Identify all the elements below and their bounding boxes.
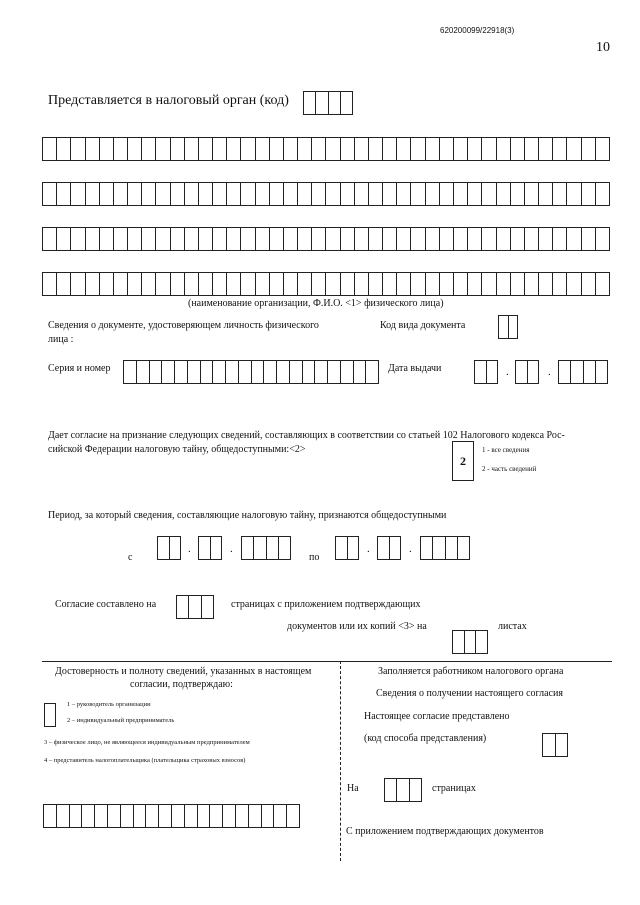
- cell[interactable]: [57, 183, 71, 205]
- cell[interactable]: [553, 183, 567, 205]
- cell[interactable]: [270, 273, 284, 295]
- cell[interactable]: [482, 138, 496, 160]
- signer-code-box[interactable]: [44, 703, 56, 727]
- signer-option-4: 4 – представитель налогоплательщика (плательщика страховых взносов): [44, 757, 246, 764]
- pages-count-cells[interactable]: [176, 595, 214, 619]
- page-number: 10: [596, 40, 610, 55]
- pages-label-1: Согласие составлено на: [55, 599, 157, 610]
- cell[interactable]: [369, 273, 383, 295]
- cell[interactable]: [227, 228, 241, 250]
- method-label: (код способа представления): [364, 733, 487, 744]
- cell[interactable]: [397, 138, 411, 160]
- receipt-pages-cells[interactable]: [384, 778, 422, 802]
- cell[interactable]: [511, 138, 525, 160]
- cell[interactable]: [497, 138, 511, 160]
- cell[interactable]: [213, 183, 227, 205]
- cell[interactable]: [497, 273, 511, 295]
- cell[interactable]: [142, 138, 156, 160]
- cell[interactable]: [284, 273, 298, 295]
- cell[interactable]: [497, 228, 511, 250]
- section-divider: [42, 661, 612, 662]
- cell[interactable]: [264, 361, 277, 383]
- cell[interactable]: [511, 183, 525, 205]
- cell[interactable]: [227, 138, 241, 160]
- cell[interactable]: [525, 183, 539, 205]
- cell[interactable]: [256, 228, 270, 250]
- cell[interactable]: [511, 273, 525, 295]
- cell[interactable]: [525, 228, 539, 250]
- cell[interactable]: [239, 361, 252, 383]
- cell[interactable]: [354, 361, 367, 383]
- cell[interactable]: [100, 138, 114, 160]
- cell[interactable]: [114, 183, 128, 205]
- cell[interactable]: [188, 361, 201, 383]
- cell[interactable]: [454, 228, 468, 250]
- cell[interactable]: [284, 183, 298, 205]
- cell[interactable]: [171, 273, 185, 295]
- cell[interactable]: [71, 273, 85, 295]
- sheets-count-cells[interactable]: [452, 630, 488, 654]
- cell[interactable]: [341, 361, 354, 383]
- cell[interactable]: [369, 228, 383, 250]
- cell[interactable]: [426, 183, 440, 205]
- attached-docs-label: С приложением подтверждающих документов: [346, 826, 544, 837]
- cell[interactable]: [287, 805, 299, 827]
- cell[interactable]: [171, 228, 185, 250]
- cell[interactable]: [199, 183, 213, 205]
- cell[interactable]: [226, 361, 239, 383]
- cell[interactable]: [71, 228, 85, 250]
- date-separator: .: [548, 366, 551, 378]
- cell[interactable]: [57, 138, 71, 160]
- cell[interactable]: [383, 273, 397, 295]
- cell[interactable]: [86, 273, 100, 295]
- cell[interactable]: [326, 228, 340, 250]
- cell[interactable]: [162, 361, 175, 383]
- cell[interactable]: [199, 273, 213, 295]
- tax-authority-label: Представляется в налоговый орган (код): [48, 93, 289, 108]
- cell[interactable]: [582, 138, 596, 160]
- pages-label-3: документов или их копий <3> на: [287, 621, 427, 632]
- cell[interactable]: [227, 273, 241, 295]
- method-code-cells[interactable]: [542, 733, 568, 757]
- cell[interactable]: [596, 228, 609, 250]
- cell[interactable]: [100, 183, 114, 205]
- period-to-label: по: [309, 552, 320, 563]
- cell[interactable]: [341, 183, 355, 205]
- cell[interactable]: [315, 361, 328, 383]
- confirm-title-1: Достоверность и полноту сведений, указанных в настоящем: [55, 666, 312, 677]
- cell[interactable]: [454, 273, 468, 295]
- cell[interactable]: [482, 183, 496, 205]
- cell[interactable]: [70, 805, 83, 827]
- series-number-cells[interactable]: [123, 360, 379, 384]
- cell[interactable]: [426, 273, 440, 295]
- cell[interactable]: [326, 273, 340, 295]
- cell[interactable]: [43, 228, 57, 250]
- tax-officer-title: Заполняется работником налогового органа: [378, 666, 564, 677]
- cell[interactable]: [57, 273, 71, 295]
- cell[interactable]: [252, 361, 265, 383]
- cell[interactable]: [369, 183, 383, 205]
- cell[interactable]: [539, 138, 553, 160]
- cell[interactable]: [185, 273, 199, 295]
- cell[interactable]: [454, 183, 468, 205]
- cell[interactable]: [411, 228, 425, 250]
- cell[interactable]: [241, 273, 255, 295]
- cell[interactable]: [553, 228, 567, 250]
- cell[interactable]: [213, 361, 226, 383]
- series-label: Серия и номер: [48, 363, 111, 374]
- cell[interactable]: [312, 138, 326, 160]
- cell[interactable]: [108, 805, 121, 827]
- cell[interactable]: [468, 273, 482, 295]
- cell[interactable]: [43, 183, 57, 205]
- cell[interactable]: [482, 228, 496, 250]
- cell[interactable]: [582, 228, 596, 250]
- document-code: 620200099/22918(3): [440, 26, 515, 35]
- cell[interactable]: [440, 138, 454, 160]
- cell[interactable]: [213, 138, 227, 160]
- period-from-day[interactable]: [157, 536, 181, 560]
- cell[interactable]: [156, 183, 170, 205]
- cell[interactable]: [440, 273, 454, 295]
- cell[interactable]: [128, 183, 142, 205]
- cell[interactable]: [198, 805, 211, 827]
- cell[interactable]: [411, 273, 425, 295]
- org-name-row-4[interactable]: [42, 272, 610, 296]
- date-separator: .: [506, 366, 509, 378]
- cell[interactable]: [383, 183, 397, 205]
- signer-name-cells[interactable]: [43, 804, 300, 828]
- period-to-month[interactable]: [377, 536, 401, 560]
- issue-date-year[interactable]: [558, 360, 608, 384]
- cell[interactable]: [366, 361, 378, 383]
- consent-option-2: 2 - часть сведений: [482, 465, 537, 473]
- cell[interactable]: [397, 183, 411, 205]
- cell[interactable]: [146, 805, 159, 827]
- cell[interactable]: [497, 183, 511, 205]
- cell[interactable]: [159, 805, 172, 827]
- cell[interactable]: [567, 228, 581, 250]
- cell[interactable]: [134, 805, 147, 827]
- cell[interactable]: [539, 183, 553, 205]
- period-from-label: с: [128, 552, 133, 563]
- cell[interactable]: [468, 138, 482, 160]
- signer-option-2: 2 – индивидуальный предприниматель: [67, 717, 175, 724]
- cell[interactable]: [539, 228, 553, 250]
- cell[interactable]: [303, 361, 316, 383]
- cell[interactable]: [121, 805, 134, 827]
- cell[interactable]: [355, 183, 369, 205]
- doc-type-label: Код вида документа: [380, 320, 466, 331]
- cell[interactable]: [227, 183, 241, 205]
- issue-date-day[interactable]: [474, 360, 498, 384]
- cell[interactable]: [156, 228, 170, 250]
- cell[interactable]: [284, 138, 298, 160]
- cell[interactable]: [440, 183, 454, 205]
- org-name-caption: (наименование организации, Ф.И.О. <1> физического лица): [188, 298, 444, 309]
- cell[interactable]: [43, 138, 57, 160]
- date-separator: .: [367, 543, 370, 555]
- org-name-row-1[interactable]: [42, 137, 610, 161]
- cell[interactable]: [150, 361, 163, 383]
- cell[interactable]: [468, 183, 482, 205]
- cell[interactable]: [539, 273, 553, 295]
- cell[interactable]: [298, 138, 312, 160]
- cell[interactable]: [241, 138, 255, 160]
- cell[interactable]: [185, 805, 198, 827]
- issue-date-month[interactable]: [515, 360, 539, 384]
- cell[interactable]: [341, 228, 355, 250]
- cell[interactable]: [270, 228, 284, 250]
- cell[interactable]: [326, 183, 340, 205]
- cell[interactable]: [468, 228, 482, 250]
- signer-option-3: 3 – физическое лицо, не являющееся индивидуальным предпринимателем: [44, 739, 250, 746]
- cell[interactable]: [57, 805, 70, 827]
- cell[interactable]: [256, 183, 270, 205]
- date-separator: .: [409, 543, 412, 555]
- cell[interactable]: [249, 805, 262, 827]
- cell[interactable]: [567, 138, 581, 160]
- signer-option-1: 1 – руководитель организации: [67, 701, 151, 708]
- cell[interactable]: [596, 183, 609, 205]
- cell[interactable]: [201, 361, 214, 383]
- cell[interactable]: [440, 228, 454, 250]
- cell[interactable]: [199, 138, 213, 160]
- cell[interactable]: [86, 228, 100, 250]
- cell[interactable]: [262, 805, 275, 827]
- cell[interactable]: [199, 228, 213, 250]
- tax-authority-code-cells[interactable]: [303, 91, 353, 115]
- cell[interactable]: [270, 138, 284, 160]
- cell[interactable]: [511, 228, 525, 250]
- cell[interactable]: [128, 273, 142, 295]
- cell[interactable]: [100, 228, 114, 250]
- cell[interactable]: [397, 228, 411, 250]
- cell[interactable]: [86, 183, 100, 205]
- period-from-month[interactable]: [198, 536, 222, 560]
- cell[interactable]: [553, 138, 567, 160]
- cell[interactable]: [142, 228, 156, 250]
- identity-doc-line2: лица :: [48, 334, 74, 345]
- cell[interactable]: [411, 138, 425, 160]
- cell[interactable]: [312, 228, 326, 250]
- cell[interactable]: [256, 138, 270, 160]
- cell[interactable]: [482, 273, 496, 295]
- receipt-pages-label: страницах: [432, 783, 476, 794]
- receipt-subtitle: Сведения о получении настоящего согласия: [376, 688, 563, 699]
- cell[interactable]: [124, 361, 137, 383]
- pages-label-4: листах: [498, 621, 527, 632]
- cell[interactable]: [525, 273, 539, 295]
- doc-type-cells[interactable]: [498, 315, 518, 339]
- cell[interactable]: [328, 361, 341, 383]
- org-name-row-2[interactable]: [42, 182, 610, 206]
- cell[interactable]: [86, 138, 100, 160]
- cell[interactable]: [128, 138, 142, 160]
- cell[interactable]: [341, 273, 355, 295]
- cell[interactable]: [553, 273, 567, 295]
- cell[interactable]: [582, 183, 596, 205]
- cell[interactable]: [236, 805, 249, 827]
- cell[interactable]: [128, 228, 142, 250]
- cell[interactable]: [298, 183, 312, 205]
- cell[interactable]: [185, 183, 199, 205]
- cell[interactable]: [95, 805, 108, 827]
- cell[interactable]: [383, 228, 397, 250]
- cell[interactable]: [241, 183, 255, 205]
- cell[interactable]: [426, 138, 440, 160]
- cell[interactable]: [100, 273, 114, 295]
- column-divider: [340, 661, 341, 861]
- consent-option-1: 1 - все сведения: [482, 446, 530, 454]
- period-from-year[interactable]: [241, 536, 291, 560]
- cell[interactable]: [185, 138, 199, 160]
- cell[interactable]: [426, 228, 440, 250]
- cell[interactable]: [355, 228, 369, 250]
- cell[interactable]: [397, 273, 411, 295]
- cell[interactable]: [274, 805, 287, 827]
- consent-value-box[interactable]: 2: [452, 441, 474, 481]
- cell[interactable]: [341, 138, 355, 160]
- cell[interactable]: [298, 273, 312, 295]
- date-separator: .: [230, 543, 233, 555]
- cell[interactable]: [44, 805, 57, 827]
- cell[interactable]: [171, 183, 185, 205]
- cell[interactable]: [525, 138, 539, 160]
- cell[interactable]: [114, 138, 128, 160]
- on-label: На: [347, 783, 359, 794]
- cell[interactable]: [71, 183, 85, 205]
- pages-label-2: страницах с приложением подтверждающих: [231, 599, 421, 610]
- cell[interactable]: [383, 138, 397, 160]
- cell[interactable]: [355, 273, 369, 295]
- cell[interactable]: [142, 183, 156, 205]
- cell[interactable]: [355, 138, 369, 160]
- cell[interactable]: [71, 138, 85, 160]
- cell[interactable]: [270, 183, 284, 205]
- consent-text-line1: Дает согласие на признание следующих сведений, составляющих в соответствии со статьей 102 Налогового кодекса Рос-: [48, 430, 565, 441]
- issue-date-label: Дата выдачи: [388, 363, 442, 374]
- identity-doc-line1: Сведения о документе, удостоверяющем личность физического: [48, 320, 319, 331]
- period-to-year[interactable]: [420, 536, 470, 560]
- cell[interactable]: [142, 273, 156, 295]
- cell[interactable]: [298, 228, 312, 250]
- cell[interactable]: [567, 183, 581, 205]
- org-name-row-3[interactable]: [42, 227, 610, 251]
- cell[interactable]: [369, 138, 383, 160]
- submitted-label: Настоящее согласие представлено: [364, 711, 510, 722]
- cell[interactable]: [82, 805, 95, 827]
- cell[interactable]: [213, 228, 227, 250]
- cell[interactable]: [241, 228, 255, 250]
- cell[interactable]: [185, 228, 199, 250]
- cell[interactable]: [312, 183, 326, 205]
- cell[interactable]: [256, 273, 270, 295]
- confirm-title-2: согласии, подтверждаю:: [130, 679, 233, 690]
- cell[interactable]: [567, 273, 581, 295]
- cell[interactable]: [582, 273, 596, 295]
- cell[interactable]: [210, 805, 223, 827]
- cell[interactable]: [411, 183, 425, 205]
- date-separator: .: [188, 543, 191, 555]
- cell[interactable]: [172, 805, 185, 827]
- cell[interactable]: [175, 361, 188, 383]
- period-to-day[interactable]: [335, 536, 359, 560]
- cell[interactable]: [156, 138, 170, 160]
- cell[interactable]: [213, 273, 227, 295]
- cell[interactable]: [137, 361, 150, 383]
- cell[interactable]: [171, 138, 185, 160]
- cell[interactable]: [156, 273, 170, 295]
- cell[interactable]: [223, 805, 236, 827]
- cell[interactable]: [277, 361, 290, 383]
- cell[interactable]: [312, 273, 326, 295]
- cell[interactable]: [290, 361, 303, 383]
- consent-text-line2: сийской Федерации налоговую тайну, общедоступными:<2>: [48, 444, 306, 455]
- cell[interactable]: [454, 138, 468, 160]
- cell[interactable]: [43, 273, 57, 295]
- cell[interactable]: [57, 228, 71, 250]
- cell[interactable]: [114, 228, 128, 250]
- cell[interactable]: [596, 273, 609, 295]
- period-label: Период, за который сведения, составляющие налоговую тайну, признаются общедоступными: [48, 510, 447, 521]
- cell[interactable]: [326, 138, 340, 160]
- cell[interactable]: [596, 138, 609, 160]
- cell[interactable]: [114, 273, 128, 295]
- cell[interactable]: [284, 228, 298, 250]
